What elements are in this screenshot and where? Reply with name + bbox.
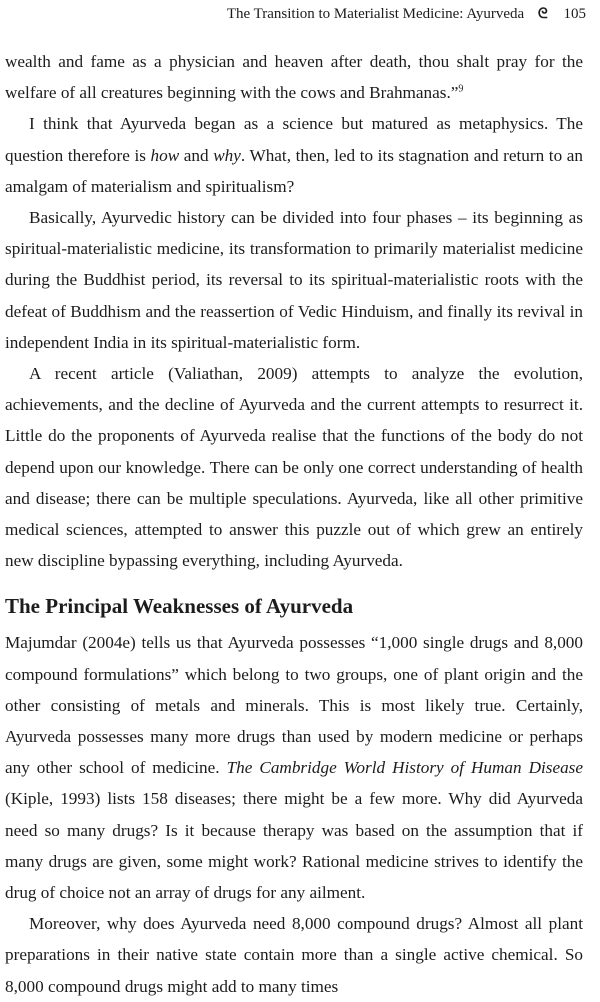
page-number: 105 — [563, 6, 586, 22]
ornament-icon: ᘓ — [537, 7, 548, 22]
paragraph-6: Moreover, why does Ayurveda need 8,000 compound drugs? Almost all plant preparations in their native state contain more than a single active chemical. So 8,000 compound drugs might add to many times — [5, 914, 583, 996]
paragraph-5-part-a: Majumdar (2004e) tells us that Ayurveda possesses “1,000 single drugs and 8,000 compound formulations” which belong to two groups, one of plant origin and the other consisting of metals and minerals. This is most likely true. Certainly, Ayurveda possesses many more drugs than used by modern medicine or perhaps any other school of medicine. — [5, 633, 583, 778]
paragraph-5-part-b: (Kiple, 1993) lists 158 diseases; there might be a few more. Why did Ayurveda need so many drugs? Is it because therapy was based on the assumption that if many drugs are given, some might work? Rational medicine strives to identify the drug of choice not an array of drugs for any ailment. — [5, 789, 583, 903]
book-title: The Cambridge World History of Human Disease — [226, 758, 583, 778]
paragraph-2-part-c: . What, then, led to its stagnation and return to an amalgam of materialism and spiritualism? — [5, 145, 583, 196]
paragraph-3: Basically, Ayurvedic history can be divided into four phases – its beginning as spiritual-materialistic medicine, its transformation to primarily materialist medicine during the Buddhist period, its reversal to its spiritual-materialistic roots with the defeat of Buddhism and the reassertion of Vedic Hinduism, and finally its revival in independent India in its spiritual-materialistic form. — [5, 208, 583, 352]
paragraph-4: A recent article (Valiathan, 2009) attempts to analyze the evolution, achievements, and the decline of Ayurveda and the current attempts to resurrect it. Little do the proponents of Ayurveda realise that the functions of the body do not depend upon our knowledge. There can be only one correct understanding of health and disease; there can be multiple speculations. Ayurveda, like all other primitive medical sciences, attempted to answer this puzzle out of which grew an entirely new discipline bypassing everything, including Ayurveda. — [5, 364, 583, 571]
paragraph-2 — [5, 108, 583, 202]
emphasis-how: how — [150, 145, 180, 165]
paragraph-2-part-a: I think that Ayurveda began as a science but matured as metaphysics. The question therefore is — [5, 114, 583, 165]
running-head — [227, 6, 586, 23]
running-head-title: The Transition to Materialist Medicine: Ayurveda — [226, 6, 525, 22]
section-heading: The Principal Weaknesses of Ayurveda — [5, 594, 354, 619]
body-text — [5, 46, 583, 1002]
paragraph-5 — [5, 627, 583, 908]
footnote-ref: 9 — [458, 83, 464, 95]
paragraph-1-text: wealth and fame as a physician and heaven after death, thou shalt pray for the welfare of all creatures beginning with the cows and Brahmanas.” — [5, 52, 583, 103]
paragraph-1 — [5, 46, 583, 108]
emphasis-why: why — [213, 145, 241, 165]
paragraph-2-part-b: and — [179, 145, 214, 165]
